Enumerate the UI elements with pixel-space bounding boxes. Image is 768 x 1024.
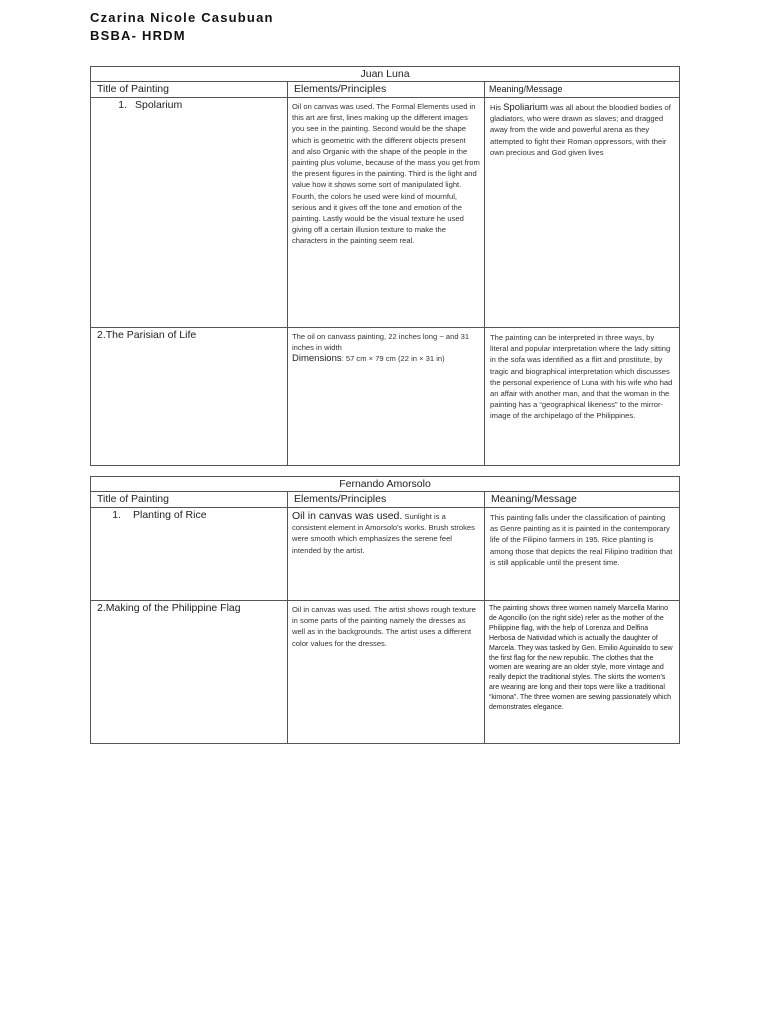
painting-title: Making of the Philippine Flag <box>105 602 241 614</box>
elements-text: The oil on canvass painting, 22 inches long ~ and 31 inches in width <box>292 332 470 353</box>
dimensions-label: Dimensions <box>292 353 342 365</box>
elements-cell: Oil in canvas was used. The artist shows rough texture in some parts of the painting namely the dresses as well as in the backgrounds. The artist uses a different color values for the dresses. <box>288 601 485 744</box>
column-header-title: Title of Painting <box>91 492 288 508</box>
juan-luna-table <box>90 66 680 466</box>
meaning-cell: The painting shows three women namely Marcella Marino de Agoncillo (on the right side) refer as the mother of the Philippine flag, with the help of Lorenza and Delfina Herbosa de Natividad which is actually the daughter of Marcela. They was tasked by Gen. Emilio Aguinaldo to sew the first flag for the new republic. The clothes that the women are wearing are an older style, more vintage and really depict the traditional styles. The skirts the women's are wearing are long and their tops were like a traditional “kimona”. The three women are sewing passionately which demonstrates elegance. <box>485 601 680 744</box>
painting-title: Planting of Rice <box>133 509 207 521</box>
fernando-amorsolo-table <box>90 476 680 744</box>
meaning-cell <box>485 98 680 328</box>
painting-title: The Parisian of Life <box>105 329 197 341</box>
column-header-title: Title of Painting <box>91 82 288 98</box>
painting-title-cell <box>91 328 288 466</box>
table-caption: Juan Luna <box>91 67 680 82</box>
painting-title-cell <box>91 98 288 328</box>
column-header-elements: Elements/Principles <box>288 492 485 508</box>
meaning-cell: The painting can be interpreted in three ways, by literal and popular interpretation where the lady sitting in the sofa was identified as a flirt and prostitute, by tragic and biographical interpretation which discusses the personal experience of Luna with his wife who had an affair with another man, and that the woman in the painting has a “geographical likeness” to the mirror-image of the archipelago of the Philippines. <box>485 328 680 466</box>
header-row <box>91 82 680 98</box>
meaning-prefix: His <box>490 103 504 112</box>
table-row <box>91 508 680 601</box>
document-header <box>90 9 274 45</box>
elements-lead: Oil in canvas was used. <box>292 510 403 522</box>
row-number: 2. <box>97 329 106 341</box>
student-name: Czarina Nicole Casubuan <box>90 10 274 25</box>
painting-title-cell <box>91 601 288 744</box>
painting-title-cell <box>91 508 288 601</box>
table-row <box>91 98 680 328</box>
painting-name-emphasis: Spoliarium <box>503 102 548 113</box>
student-course: BSBA- HRDM <box>90 28 186 43</box>
row-number: 2. <box>97 602 106 614</box>
header-row <box>91 492 680 508</box>
column-header-meaning: Meaning/Message <box>485 492 680 508</box>
meaning-cell: This painting falls under the classification of painting as Genre painting as it is painted in the contemporary life of the Filipino farmers in 195. Rice planting is among those that depicts the real Filipino tradition that is still applicable until the present time. <box>485 508 680 601</box>
dimensions-value: : 57 cm × 79 cm (22 in × 31 in) <box>341 354 445 364</box>
elements-cell <box>288 508 485 601</box>
row-number: 1. <box>112 509 121 521</box>
meaning-text: was all about the bloodied bodies of gladiators, who were drawn as slaves; and dragged away from the wide and powerful arena as they attempted to fight their Roman oppressors, with their own precious and God given lives <box>490 103 671 157</box>
elements-cell <box>288 328 485 466</box>
table-caption: Fernando Amorsolo <box>91 477 680 492</box>
table-row <box>91 328 680 466</box>
elements-text: Sunlight is a consistent element in Amorsolo's works. Brush strokes were smooth which emphasizes the serene feel intended by the artist. <box>292 512 475 555</box>
table-row <box>91 601 680 744</box>
column-header-meaning: Meaning/Message <box>485 82 680 98</box>
painting-title: Spolarium <box>135 99 183 111</box>
elements-cell: Oil on canvas was used. The Formal Elements used in this art are first, lines making up the different images you see in the painting. Second would be the shape which is geometric with the different objects present and also Organic with the shape of the people in the painting plus volume, because of the mass you get from the present figures in the painting. Third is the light and value how it shows some sort of manipulated light. Fourth, the colors he used were kind of mournful, serious and it gives off the tone and emotion of the painting. Lastly would be the visual texture he used giving off a certain illusion texture to make the characters in the painting seem real. <box>288 98 485 328</box>
column-header-elements: Elements/Principles <box>288 82 485 98</box>
row-number: 1. <box>118 99 127 111</box>
